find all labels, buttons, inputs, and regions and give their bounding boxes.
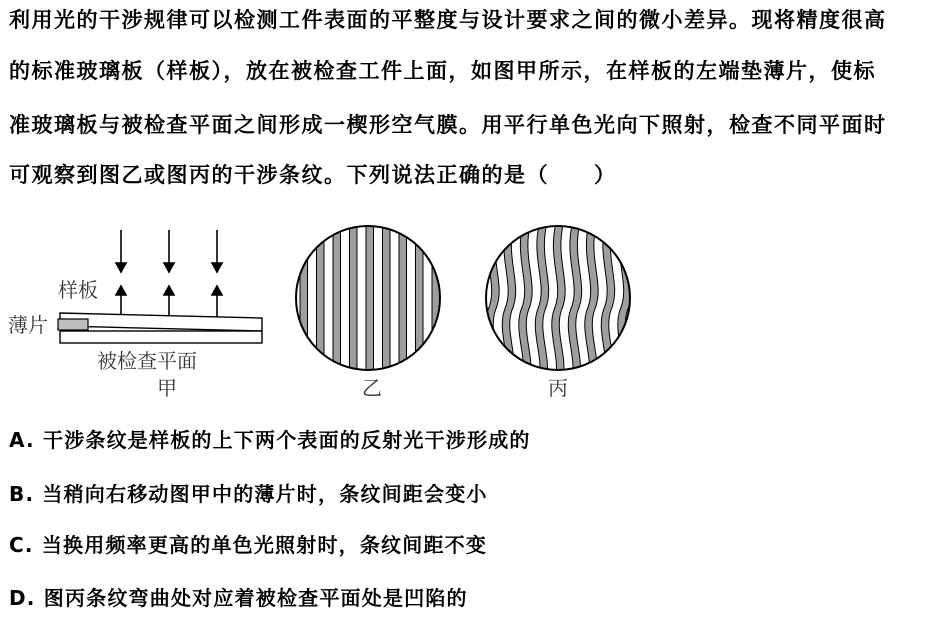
label-thin-sheet: 薄片	[8, 313, 48, 337]
option-b[interactable]: B. 当稍向右移动图甲中的薄片时，条纹间距会变小	[9, 482, 488, 506]
interference-figure	[0, 215, 940, 405]
question-line-2: 的标准玻璃板（样板），放在被检查工件上面，如图甲所示，在样板的左端垫薄片，使标	[9, 59, 876, 83]
fringe-stripe	[300, 223, 308, 373]
option-d[interactable]: D. 图丙条纹弯曲处对应着被检查平面处是凹陷的	[9, 586, 468, 610]
label-sample: 样板	[58, 278, 98, 302]
caption-bing: 丙	[548, 376, 568, 400]
label-inspected-plane: 被检查平面	[97, 349, 197, 373]
fringe-stripe	[432, 223, 440, 373]
caption-jia: 甲	[157, 376, 177, 400]
light-arrows	[116, 230, 222, 327]
fringe-stripe	[399, 223, 407, 373]
sample-plate	[60, 313, 262, 331]
question-line-3: 准玻璃板与被检查平面之间形成一楔形空气膜。用平行单色光向下照射，检查不同平面时	[9, 113, 887, 137]
question-line-4: 可观察到图乙或图丙的干涉条纹。下列说法正确的是（ ）	[9, 163, 617, 187]
inspected-plane-plate	[60, 331, 262, 343]
question-line-1: 利用光的干涉规律可以检测工件表面的平整度与设计要求之间的微小差异。现将精度很高	[9, 8, 887, 32]
option-a[interactable]: A. 干涉条纹是样板的上下两个表面的反射光干涉形成的	[9, 428, 531, 452]
thin-sheet	[58, 319, 88, 330]
fringe-stripe	[383, 223, 391, 373]
option-c[interactable]: C. 当换用频率更高的单色光照射时，条纹间距不变	[9, 533, 488, 557]
fringe-stripe	[333, 223, 341, 373]
fringe-stripe	[366, 223, 374, 373]
fringe-stripe	[350, 223, 358, 373]
caption-yi: 乙	[362, 376, 382, 400]
